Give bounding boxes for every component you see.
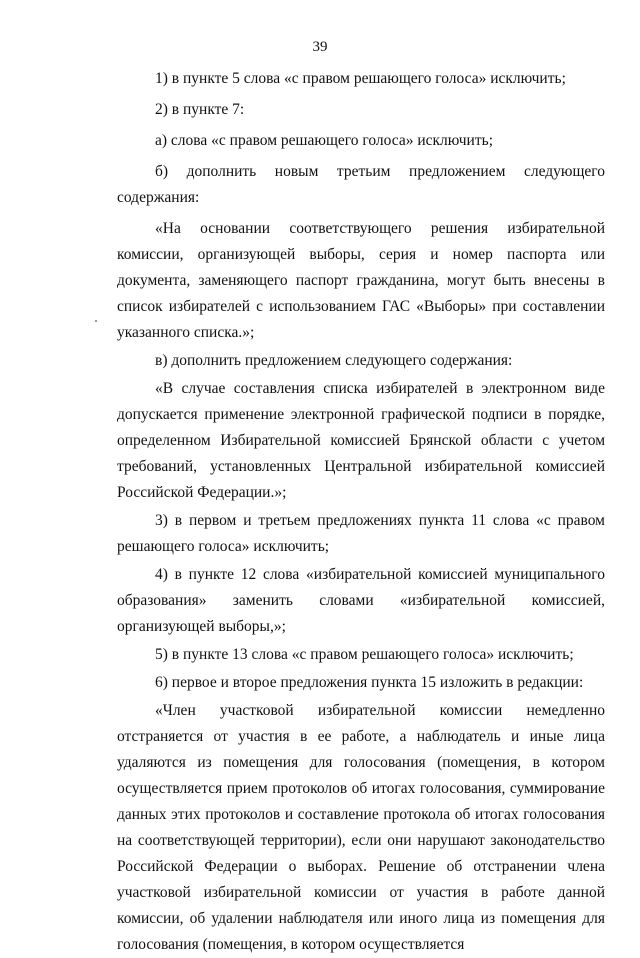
paragraph-quote-removal: «Член участковой избирательной комиссии немедленно отстраняется от участия в ее работе, а наблюдатель и иные лица удаляются из помещения для голосования (помещения, в котором осуществляется прием протоколов об итогах голосования, суммирование данных этих протоколов и составление протокола об итогах голосования на соответствующей территории), если они нарушают законодательство Российской Федерации о выборах. Решение об отстранении члена участковой избирательной комиссии от участия в работе данной комиссии, об удалении наблюдателя или иного лица из помещения для голосования (помещения, в котором осуществляется xyxy=(117,702,605,953)
paragraph-item-3: 3) в первом и третьем предложениях пункта 11 слова «с правом решающего голоса» исключить; xyxy=(117,512,605,555)
paragraph-subitem-b: б) дополнить новым третьим предложением следующего содержания: xyxy=(117,163,605,206)
paragraph-quote-passport: «На основании соответствующего решения избирательной комиссии, организующей выборы, серия и номер паспорта или документа, заменяющего паспорт гражданина, могут быть внесены в список избирателей с использованием ГАС «Выборы» при составлении указанного списка.»; xyxy=(117,220,605,341)
paragraph-item-5: 5) в пункте 13 слова «с правом решающего голоса» исключить; xyxy=(155,646,574,663)
paragraph-subitem-v: в) дополнить предложением следующего содержания: xyxy=(155,352,513,369)
paragraph-item-2: 2) в пункте 7: xyxy=(155,101,245,118)
document-body xyxy=(117,66,605,958)
paragraph-item-1: 1) в пункте 5 слова «с правом решающего голоса» исключить; xyxy=(155,70,566,87)
paragraph-quote-electronic-list: «В случае составления списка избирателей в электронном виде допускается применение электронной графической подписи в порядке, определенном Избирательной комиссией Брянской области с учетом требований, установленных Центральной избирательной комиссией Российской Федерации.»; xyxy=(117,380,605,501)
page-number: 39 xyxy=(312,39,328,55)
paragraph-item-6: 6) первое и второе предложения пункта 15 изложить в редакции: xyxy=(155,674,584,691)
paragraph-item-4: 4) в пункте 12 слова «избирательной комиссией муниципального образования» заменить словами «избирательной комиссией, организующей выборы,»; xyxy=(117,566,605,635)
paragraph-subitem-a: а) слова «с правом решающего голоса» исключить; xyxy=(155,132,493,149)
margin-mark xyxy=(95,320,97,322)
